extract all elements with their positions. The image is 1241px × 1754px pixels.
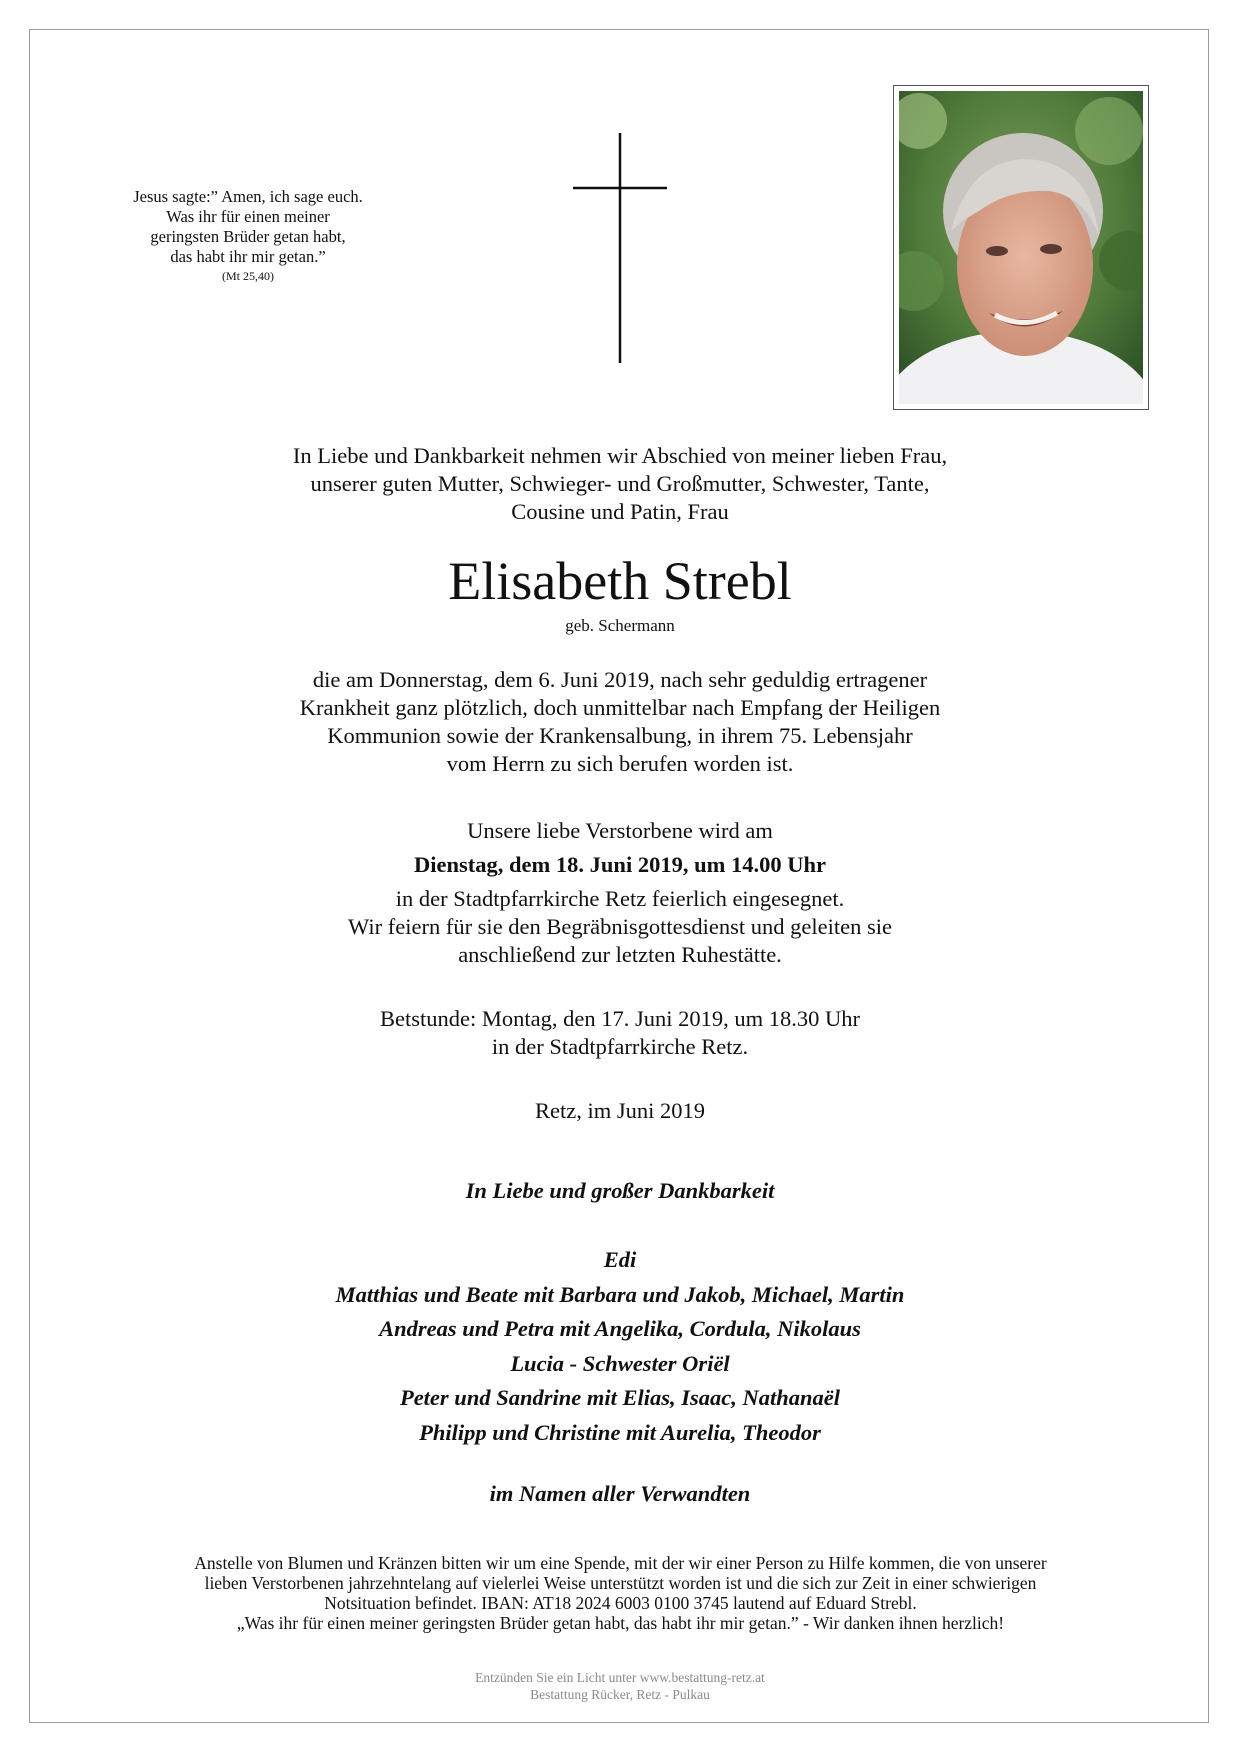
portrait-photo [893, 85, 1149, 410]
funeral-detail: Wir feiern für sie den Begräbnisgottesdienst und geleiten sie [348, 914, 892, 939]
death-notice-line: Kommunion sowie der Krankensalbung, in ihrem 75. Lebensjahr [327, 723, 913, 748]
family-member-line: Lucia - Schwester Oriël [510, 1350, 730, 1376]
death-notice-line: Krankheit ganz plötzlich, doch unmittelbar nach Empfang der Heiligen [299, 695, 941, 720]
funeral-detail: anschließend zur letzten Ruhestätte. [458, 942, 782, 967]
family-member-line: Matthias und Beate mit Barbara und Jakob, Michael, Martin [335, 1281, 905, 1307]
quote-line: Jesus sagte:” Amen, ich sage euch. [133, 187, 363, 206]
maiden-name: geb. Schermann [565, 616, 675, 635]
intro-line: In Liebe und Dankbarkeit nehmen wir Abschied von meiner lieben Frau, [292, 443, 948, 468]
relatives-note: im Namen aller Verwandten [489, 1481, 751, 1506]
prayer-line: in der Stadtpfarrkirche Retz. [491, 1034, 749, 1059]
family-member-line: Andreas und Petra mit Angelika, Cordula, Nikolaus [379, 1316, 861, 1341]
prayer-hour [100, 1005, 1140, 1061]
deceased-name: Elisabeth Strebl [448, 551, 792, 611]
quote-line: Was ihr für einen meiner [166, 207, 330, 226]
intro-line: Cousine und Patin, Frau [511, 499, 729, 524]
funeral-info [100, 817, 1140, 969]
family-list [100, 1243, 1140, 1450]
family-member-line: Philipp und Christine mit Aurelia, Theodor [419, 1419, 821, 1445]
quote-line: geringsten Brüder getan habt, [150, 227, 346, 246]
quote-line: das habt ihr mir getan.” [170, 247, 326, 266]
bible-quote [98, 187, 398, 285]
portrait-image [899, 91, 1143, 404]
footer [100, 1669, 1140, 1703]
footer-company: Bestattung Rücker, Retz - Pulkau [530, 1687, 710, 1702]
cross-icon [570, 133, 670, 363]
donation-line: lieben Verstorbenen jahrzehntelang auf vielerlei Weise unterstützt worden ist und die sich zur Zeit in einer schwierigen [204, 1573, 1037, 1593]
death-notice [100, 666, 1140, 778]
closing-thanks: In Liebe und großer Dankbarkeit [465, 1178, 775, 1203]
intro-text [100, 442, 1140, 526]
prayer-line: Betstunde: Montag, den 17. Juni 2019, um 18.30 Uhr [380, 1006, 860, 1031]
place-date: Retz, im Juni 2019 [535, 1098, 705, 1123]
intro-line: unserer guten Mutter, Schwieger- und Großmutter, Schwester, Tante, [310, 471, 930, 496]
funeral-date: Dienstag, dem 18. Juni 2019, um 14.00 Uhr [414, 852, 826, 877]
donation-line: Notsituation befindet. IBAN: AT18 2024 6003 0100 3745 lautend auf Eduard Strebl. [324, 1593, 917, 1613]
death-notice-line: vom Herrn zu sich berufen worden ist. [446, 751, 794, 776]
donation-request [80, 1553, 1161, 1633]
donation-line: „Was ihr für einen meiner geringsten Brüder getan habt, das habt ihr mir getan.” - Wir danken ihnen herzlich! [236, 1613, 1005, 1633]
funeral-lead: Unsere liebe Verstorbene wird am [467, 818, 773, 843]
donation-line: Anstelle von Blumen und Kränzen bitten wir um eine Spende, mit der wir einer Person zu Hilfe kommen, die von unserer [194, 1553, 1047, 1573]
funeral-detail: in der Stadtpfarrkirche Retz feierlich eingesegnet. [395, 886, 845, 911]
footer-candle-link: Entzünden Sie ein Licht unter www.bestattung-retz.at [475, 1670, 765, 1685]
family-member-line: Edi [603, 1247, 637, 1272]
family-member-line: Peter und Sandrine mit Elias, Isaac, Nathanaël [399, 1385, 841, 1410]
quote-reference: (Mt 25,40) [222, 269, 274, 283]
death-notice-line: die am Donnerstag, dem 6. Juni 2019, nach sehr geduldig ertragener [312, 667, 928, 692]
